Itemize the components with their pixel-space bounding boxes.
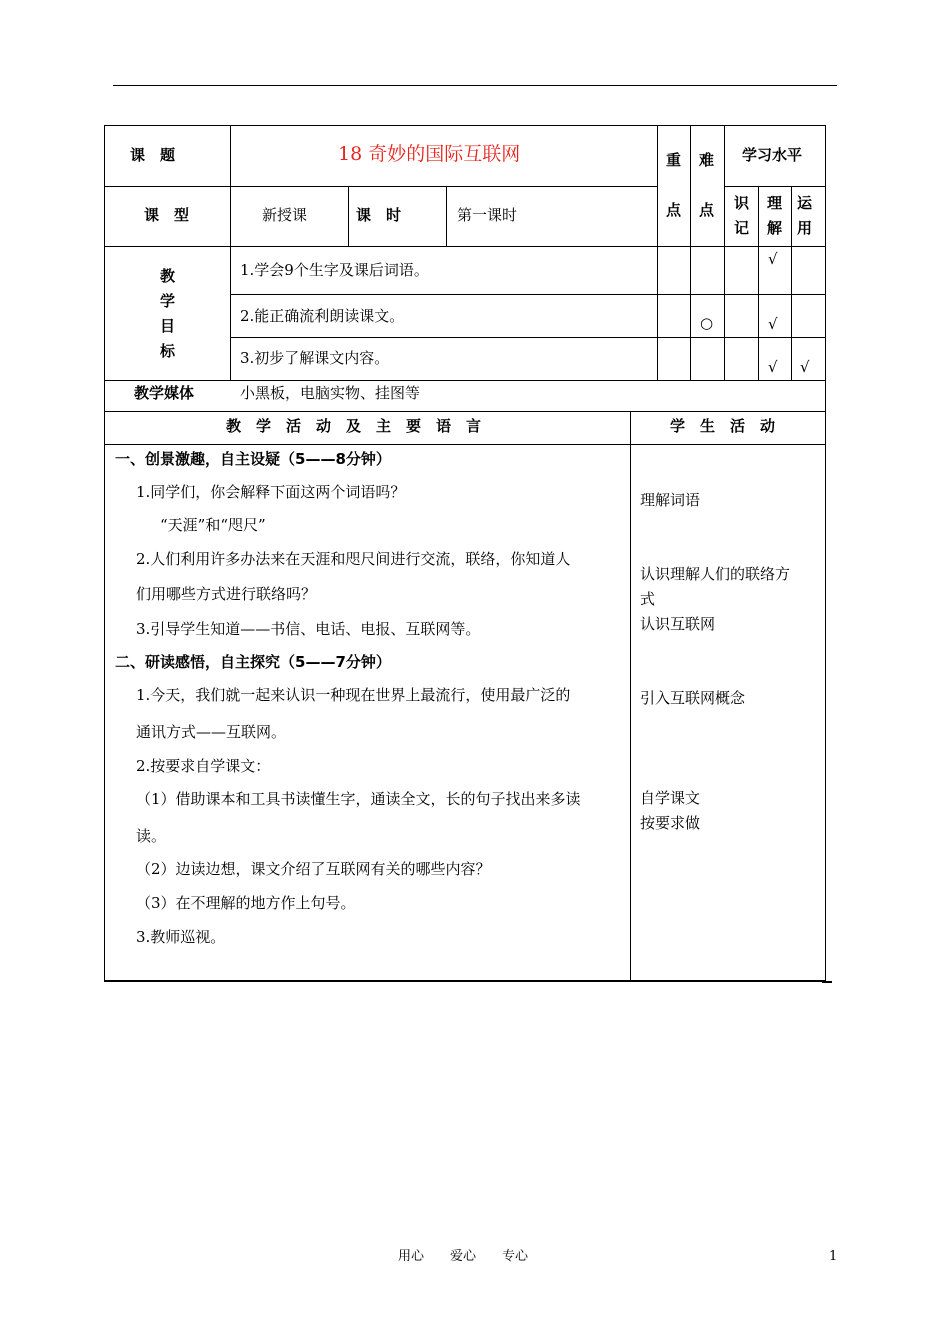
- understand-check: √: [768, 250, 778, 268]
- difficult-point-header: 难: [699, 151, 715, 169]
- divider: [230, 125, 231, 381]
- apply-header: 用: [797, 219, 813, 237]
- student-activity: 认识互联网: [640, 615, 716, 633]
- type-label: 课 型: [144, 206, 190, 224]
- understand-header: 理: [767, 194, 783, 212]
- activity-line: 3.教师巡视。: [136, 928, 226, 946]
- student-activity: 理解词语: [640, 491, 701, 509]
- media-value: 小黑板，电脑实物、挂图等: [240, 384, 421, 402]
- activity-line: 们用哪些方式进行联络吗？: [136, 585, 317, 603]
- difficult-mark: ○: [700, 314, 714, 332]
- topic-label: 课 题: [130, 146, 176, 164]
- divider: [791, 186, 792, 381]
- activity-line: 3.引导学生知道——书信、电话、电报、互联网等。: [136, 620, 481, 638]
- type-value: 新授课: [262, 206, 308, 224]
- activity-line: 1.今天，我们就一起来认识一种现在世界上最流行，使用最广泛的: [136, 686, 571, 704]
- media-label: 教学媒体: [134, 384, 195, 402]
- remember-header: 记: [734, 219, 750, 237]
- divider: [348, 186, 349, 246]
- objectives-label: 学: [160, 292, 176, 310]
- divider: [104, 444, 826, 445]
- student-activity: 认识理解人们的联络方: [640, 565, 791, 583]
- footer-motto: 用心 爱心 专心: [398, 1249, 529, 1264]
- activity-line: （1）借助课本和工具书读懂生字，通读全文，长的句子找出来多读: [136, 790, 581, 808]
- objective-text: 2.能正确流利朗读课文。: [240, 307, 405, 325]
- page-number: 1: [829, 1249, 838, 1264]
- activity-line: （3）在不理解的地方作上句号。: [136, 894, 356, 912]
- period-value: 第一课时: [457, 206, 518, 224]
- student-activity-header: 学 生 活 动: [670, 417, 776, 435]
- understand-check: √: [768, 358, 778, 376]
- divider: [724, 186, 826, 187]
- divider: [822, 981, 832, 983]
- objectives-label: 教: [160, 267, 176, 285]
- difficult-point-header: 点: [699, 201, 715, 219]
- activity-line: （2）边读边想，课文介绍了互联网有关的哪些内容？: [136, 860, 491, 878]
- learning-level-header: 学习水平: [742, 146, 803, 164]
- divider: [657, 125, 658, 381]
- apply-check: √: [800, 358, 810, 376]
- apply-header: 运: [797, 194, 813, 212]
- key-point-header: 重: [666, 151, 682, 169]
- student-activity: 引入互联网概念: [640, 689, 746, 707]
- activity-line: 2.按要求自学课文：: [136, 757, 271, 775]
- section-heading: 一、创景激趣，自主设疑（5——8分钟）: [115, 450, 391, 468]
- student-activity: 按要求做: [640, 814, 701, 832]
- remember-header: 识: [734, 194, 750, 212]
- understand-check: √: [768, 315, 778, 333]
- understand-header: 解: [767, 219, 783, 237]
- divider: [758, 186, 759, 381]
- lesson-info-table: [104, 125, 826, 412]
- divider: [104, 246, 826, 247]
- divider: [630, 411, 631, 982]
- activity-line: 通讯方式——互联网。: [136, 723, 287, 741]
- student-activity: 式: [640, 590, 656, 608]
- activity-line: “天涯”和“咫尺”: [160, 516, 266, 534]
- header-rule: [113, 85, 837, 86]
- lesson-title: 18 奇妙的国际互联网: [338, 143, 521, 165]
- objective-text: 1.学会9个生字及课后词语。: [240, 261, 429, 279]
- divider: [724, 125, 725, 381]
- period-label: 课 时: [356, 206, 402, 224]
- activity-line: 2.人们利用许多办法来在天涯和咫尺间进行交流，联络，你知道人: [136, 550, 571, 568]
- student-activity: 自学课文: [640, 789, 701, 807]
- activity-line: 读。: [136, 827, 167, 845]
- divider: [230, 337, 826, 338]
- activity-line: 1.同学们，你会解释下面这两个词语吗？: [136, 483, 406, 501]
- objective-text: 3.初步了解课文内容。: [240, 349, 390, 367]
- objectives-label: 目: [160, 317, 176, 335]
- divider: [690, 125, 691, 381]
- key-point-header: 点: [666, 201, 682, 219]
- divider: [230, 294, 826, 295]
- divider: [446, 186, 447, 246]
- divider: [104, 186, 657, 187]
- teacher-activity-header: 教 学 活 动 及 主 要 语 言: [226, 417, 482, 435]
- section-heading: 二、研读感悟，自主探究（5——7分钟）: [115, 653, 391, 671]
- divider: [104, 380, 826, 381]
- objectives-label: 标: [160, 342, 176, 360]
